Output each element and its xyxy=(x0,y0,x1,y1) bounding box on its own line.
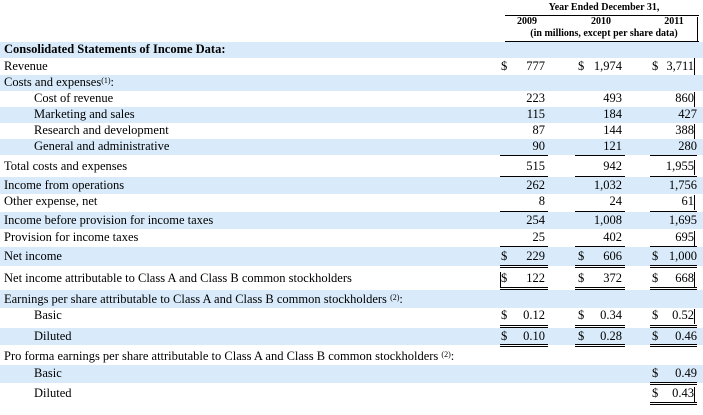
pro-forma-basic-row xyxy=(0,365,703,383)
value-2010: 144 xyxy=(603,123,622,137)
cost-of-revenue-row xyxy=(0,91,703,107)
basic-double-rule-2009-a xyxy=(500,325,548,326)
value-2011: 695 xyxy=(675,230,694,244)
value-2011: 1,000 xyxy=(668,249,697,263)
attr-double-rule-2010-a xyxy=(575,287,625,288)
value-2011: 860 xyxy=(675,91,694,105)
basic-double-rule-2011-a xyxy=(650,325,697,326)
eps-diluted-row xyxy=(0,328,703,345)
diluted-double-rule-2010-a xyxy=(575,344,625,345)
costs-label: Costs and expenses xyxy=(4,75,102,89)
net-income-attr-row xyxy=(0,268,703,289)
row-label: Basic xyxy=(34,366,62,380)
edge-bar xyxy=(694,58,695,75)
edge-bar xyxy=(694,309,695,324)
net-double-rule-2011-a xyxy=(650,265,697,266)
value-2011: 0.52 xyxy=(672,308,694,322)
revenue-row xyxy=(0,58,703,75)
row-label: Provision for income taxes xyxy=(4,230,139,244)
header-edge-bar xyxy=(697,17,698,42)
row-label: Net income xyxy=(4,249,62,263)
basic-double-rule-2010-a xyxy=(575,325,625,326)
value-2010: 1,008 xyxy=(593,213,622,227)
currency-2010: $ xyxy=(578,271,585,285)
footnote-ref: (2) xyxy=(390,293,400,302)
total-costs-row xyxy=(0,158,703,176)
currency-2011: $ xyxy=(652,366,659,380)
attr-double-rule-2009-a xyxy=(500,287,548,288)
value-2010: 0.34 xyxy=(600,308,622,322)
costs-header-row xyxy=(0,75,703,91)
year-2010-header: 2010 xyxy=(591,16,611,27)
other-expense-row xyxy=(0,194,703,211)
value-2009: 25 xyxy=(532,230,545,244)
value-2009: 115 xyxy=(526,107,545,121)
value-2009: 223 xyxy=(526,91,545,105)
subtotal-rule-2010 xyxy=(575,155,625,156)
value-2011: 0.43 xyxy=(672,386,694,400)
row-label: Diluted xyxy=(34,386,72,400)
pf-diluted-double-rule-a xyxy=(650,402,697,403)
currency-2011: $ xyxy=(652,308,659,322)
subtotal-rule-2009 xyxy=(500,155,548,156)
pf-diluted-double-rule-b xyxy=(650,404,697,405)
row-label xyxy=(4,292,403,307)
colon: : xyxy=(399,292,403,306)
edge-bar xyxy=(694,272,695,287)
pro-forma-diluted-row xyxy=(0,385,703,404)
attr-double-rule-2011-a xyxy=(650,287,697,288)
colon: : xyxy=(450,349,455,363)
value-2010: 402 xyxy=(603,230,622,244)
research-row xyxy=(0,123,703,139)
general-row xyxy=(0,139,703,155)
section-title-row xyxy=(0,42,703,58)
value-2010: 1,032 xyxy=(593,178,622,192)
value-2011: 1,756 xyxy=(668,178,697,192)
row-label xyxy=(4,75,114,90)
income-ops-row xyxy=(0,177,703,194)
value-2011: 280 xyxy=(678,139,697,153)
currency-2010: $ xyxy=(578,308,585,322)
row-label xyxy=(4,349,454,364)
currency-2011: $ xyxy=(652,249,659,263)
currency-2011: $ xyxy=(652,386,659,400)
currency-2009: $ xyxy=(501,271,508,285)
value-2011: 668 xyxy=(675,271,694,285)
row-label: Marketing and sales xyxy=(34,107,135,121)
colon: : xyxy=(110,75,115,89)
row-label: Revenue xyxy=(4,59,48,73)
eps-label: Earnings per share attributable to Class A and Class B common stockholders xyxy=(4,292,387,306)
row-label: Diluted xyxy=(34,329,72,343)
currency-2009: $ xyxy=(501,308,508,322)
subtotal-rule-2011 xyxy=(650,155,697,156)
value-2009: 122 xyxy=(526,271,545,285)
period-header: Year Ended December 31, xyxy=(548,2,660,13)
value-2010: 493 xyxy=(603,91,622,105)
row-label: Income from operations xyxy=(4,178,125,192)
value-2009: 254 xyxy=(526,213,545,227)
edge-bar xyxy=(694,92,695,107)
value-2010: 24 xyxy=(609,194,622,208)
units-header: (in millions, except per share data) xyxy=(530,28,678,39)
value-2009: 87 xyxy=(532,123,545,137)
pf-basic-double-rule-a xyxy=(650,382,697,383)
row-label: Cost of revenue xyxy=(34,91,114,105)
diluted-double-rule-2011-a xyxy=(650,344,697,345)
value-2009: 0.10 xyxy=(523,329,545,343)
value-2010: 121 xyxy=(603,139,622,153)
value-2011: 3,711 xyxy=(666,59,694,73)
value-2009: 262 xyxy=(526,178,545,192)
currency-2009: $ xyxy=(501,329,508,343)
value-2009: 90 xyxy=(532,139,545,153)
cell-left-bar-2009 xyxy=(500,272,501,287)
edge-bar xyxy=(694,231,695,246)
net-double-rule-2009-a xyxy=(500,265,548,266)
currency-2009: $ xyxy=(501,59,508,73)
value-2011: 1,955 xyxy=(665,159,694,173)
value-2010: 184 xyxy=(603,107,622,121)
value-2011: 61 xyxy=(681,194,694,208)
value-2011: 427 xyxy=(678,107,697,121)
value-2009: 0.12 xyxy=(523,308,545,322)
net-income-row xyxy=(0,247,703,266)
edge-bar xyxy=(694,195,695,210)
currency-2010: $ xyxy=(578,329,585,343)
year-2009-header: 2009 xyxy=(517,16,537,27)
edge-bar xyxy=(694,160,695,175)
value-2009: 8 xyxy=(538,194,545,208)
income-before-tax-row xyxy=(0,212,703,229)
eps-header-row xyxy=(0,290,703,308)
value-2009: 229 xyxy=(526,249,545,263)
value-2011: 0.46 xyxy=(675,329,697,343)
value-2010: 606 xyxy=(603,249,622,263)
section-title: Consolidated Statements of Income Data: xyxy=(4,42,226,56)
row-label: Basic xyxy=(34,308,62,322)
edge-bar xyxy=(694,124,695,139)
row-label: Net income attributable to Class A and Class B common stockholders xyxy=(4,271,352,285)
currency-2011: $ xyxy=(652,329,659,343)
value-2009: 515 xyxy=(526,159,545,173)
value-2011: 388 xyxy=(675,123,694,137)
year-2011-header: 2011 xyxy=(664,16,684,27)
row-label: Total costs and expenses xyxy=(4,159,128,173)
row-label: Research and development xyxy=(34,123,169,137)
row-label: General and administrative xyxy=(34,139,170,153)
row-label: Other expense, net xyxy=(4,194,98,208)
value-2009: 777 xyxy=(526,59,545,73)
currency-2011: $ xyxy=(652,271,659,285)
currency-2010: $ xyxy=(578,59,585,73)
currency-2010: $ xyxy=(578,249,585,263)
edge-bar xyxy=(694,387,695,402)
value-2010: 1,974 xyxy=(593,59,622,73)
pro-forma-header-row xyxy=(0,347,703,365)
value-2011: 1,695 xyxy=(668,213,697,227)
footnote-ref: (2) xyxy=(441,350,451,359)
value-2010: 0.28 xyxy=(600,329,622,343)
row-label: Income before provision for income taxes xyxy=(4,213,214,227)
provision-row xyxy=(0,229,703,246)
currency-2011: $ xyxy=(652,59,659,73)
footnote-ref: (1) xyxy=(101,76,111,85)
pro-forma-label: Pro forma earnings per share attributable to Class A and Class B common stockholders xyxy=(4,349,439,363)
diluted-double-rule-2009-a xyxy=(500,344,548,345)
currency-2009: $ xyxy=(501,249,508,263)
marketing-row xyxy=(0,107,703,123)
value-2010: 942 xyxy=(603,159,622,173)
value-2011: 0.49 xyxy=(675,366,697,380)
value-2010: 372 xyxy=(603,271,622,285)
net-double-rule-2010-a xyxy=(575,265,625,266)
